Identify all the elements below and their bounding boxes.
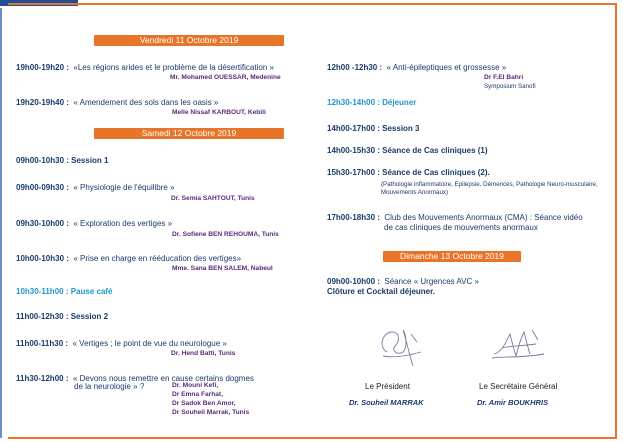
session-heading-1: 09h00-10h30 : Session 1 — [16, 156, 109, 165]
clinical-cases-note: (Pathologie inflammatoire, Epilepsie, Démences, Pathologie Neuro-musculaire, Mouvements Anormaux) — [381, 181, 598, 196]
speaker-name: Melle Nissaf KARBOUT, Kebili — [172, 109, 266, 116]
talk-title: « Prise en charge en rééducation des vertiges» — [73, 254, 242, 263]
day-banner-saturday: Samedi 12 Octobre 2019 — [94, 128, 284, 139]
talk-title: « Amendement des sols dans les oasis » — [73, 98, 219, 107]
time-label: 12h00 -12h30 : — [327, 63, 383, 72]
talk-title: « Vertiges ; le point de vue du neurologue » — [72, 339, 227, 348]
session-item-s1b — [16, 216, 172, 229]
session-item-s1a — [16, 180, 175, 193]
speaker-name: Dr. Hend Batti, Tunis — [171, 350, 236, 357]
speaker-name: Dr Emna Farhat, — [172, 391, 223, 398]
speaker-name: Mr. Mohamed OUESSAR, Medenine — [170, 74, 281, 81]
frame-right-border — [615, 3, 617, 439]
speaker-name: Mme. Sana BEN SALEM, Nabeul — [172, 265, 273, 272]
secretary-name: Dr. Amir BOUKHRIS — [477, 398, 548, 407]
time-label: 11h00-11h30 : — [16, 339, 69, 348]
time-label: 10h00-10h30 : — [16, 254, 69, 263]
talk-title-cont: de la neurologie » ? — [74, 382, 145, 391]
sponsor-label: Symposium Sanofi — [484, 83, 536, 90]
talk-title: Club des Mouvements Anormaux (CMA) : Séance vidéo — [384, 213, 583, 222]
pause-cafe: 10h30-11h00 : Pause café — [16, 287, 113, 296]
session-heading-2: 11h00-12h30 : Session 2 — [16, 312, 109, 321]
speaker-name: Dr Sadok Ben Amor, — [172, 400, 236, 407]
session-heading-3: 14h00-17h00 : Session 3 — [327, 124, 420, 133]
secretary-role: Le Secrétaire Général — [479, 382, 558, 391]
closing-cocktail: Clôture et Cocktail déjeuner. — [327, 287, 436, 296]
clinical-cases-1: 14h00-15h30 : Séance de Cas cliniques (1) — [327, 146, 488, 155]
talk-title: « Devons nous remettre en cause certains dogmes — [72, 374, 254, 383]
talk-title: « Anti-épileptiques et grossesse » — [386, 63, 507, 72]
speaker-name: Dr. Sofiene BEN REHOUMA, Tunis — [172, 231, 279, 238]
president-name: Dr. Souheil MARRAK — [349, 398, 424, 407]
talk-title: «Les régions arides et le problème de la désertification » — [73, 63, 274, 72]
speaker-name: Dr. Semia SAHTOUT, Tunis — [171, 195, 255, 202]
day-banner-friday: Vendredi 11 Octobre 2019 — [94, 35, 284, 46]
clinical-cases-2: 15h30-17h00 : Séance de Cas cliniques (2). — [327, 168, 490, 177]
speaker-name: Dr F.El Bahri — [484, 74, 524, 81]
signature-secretary-icon — [488, 322, 548, 372]
talk-title: « Physiologie de l'équilibre » — [73, 183, 175, 192]
frame-bottom-border — [8, 437, 616, 439]
time-label: 09h30-10h00 : — [16, 219, 69, 228]
president-role: Le Président — [365, 382, 410, 391]
time-label: 09h00-09h30 : — [16, 183, 69, 192]
time-label: 09h00-10h00 : — [327, 277, 380, 286]
time-label: 17h00-18h30 : — [327, 213, 380, 222]
talk-title: « Exploration des vertiges » — [73, 219, 173, 228]
day-banner-sunday: Dimanche 13 Octobre 2019 — [383, 251, 521, 262]
frame-top-border — [8, 3, 616, 5]
time-label: 19h00-19h20 : — [16, 63, 69, 72]
talk-title-cont: de cas cliniques de mouvements anormaux — [384, 223, 538, 232]
time-label: 19h20-19h40 : — [16, 98, 69, 107]
session-item-r1 — [327, 60, 506, 73]
lunch-break: 12h30-14h00 : Déjeuner — [327, 98, 417, 107]
talk-title: Séance « Urgences AVC » — [384, 277, 479, 286]
speaker-name: Dr Souheil Marrak, Tunis — [172, 409, 250, 416]
speaker-name: Dr. Mouni Kefi, — [172, 382, 219, 389]
time-label: 11h30-12h00 : — [16, 374, 69, 383]
frame-left-border — [0, 8, 2, 438]
signature-president-icon — [373, 322, 429, 372]
